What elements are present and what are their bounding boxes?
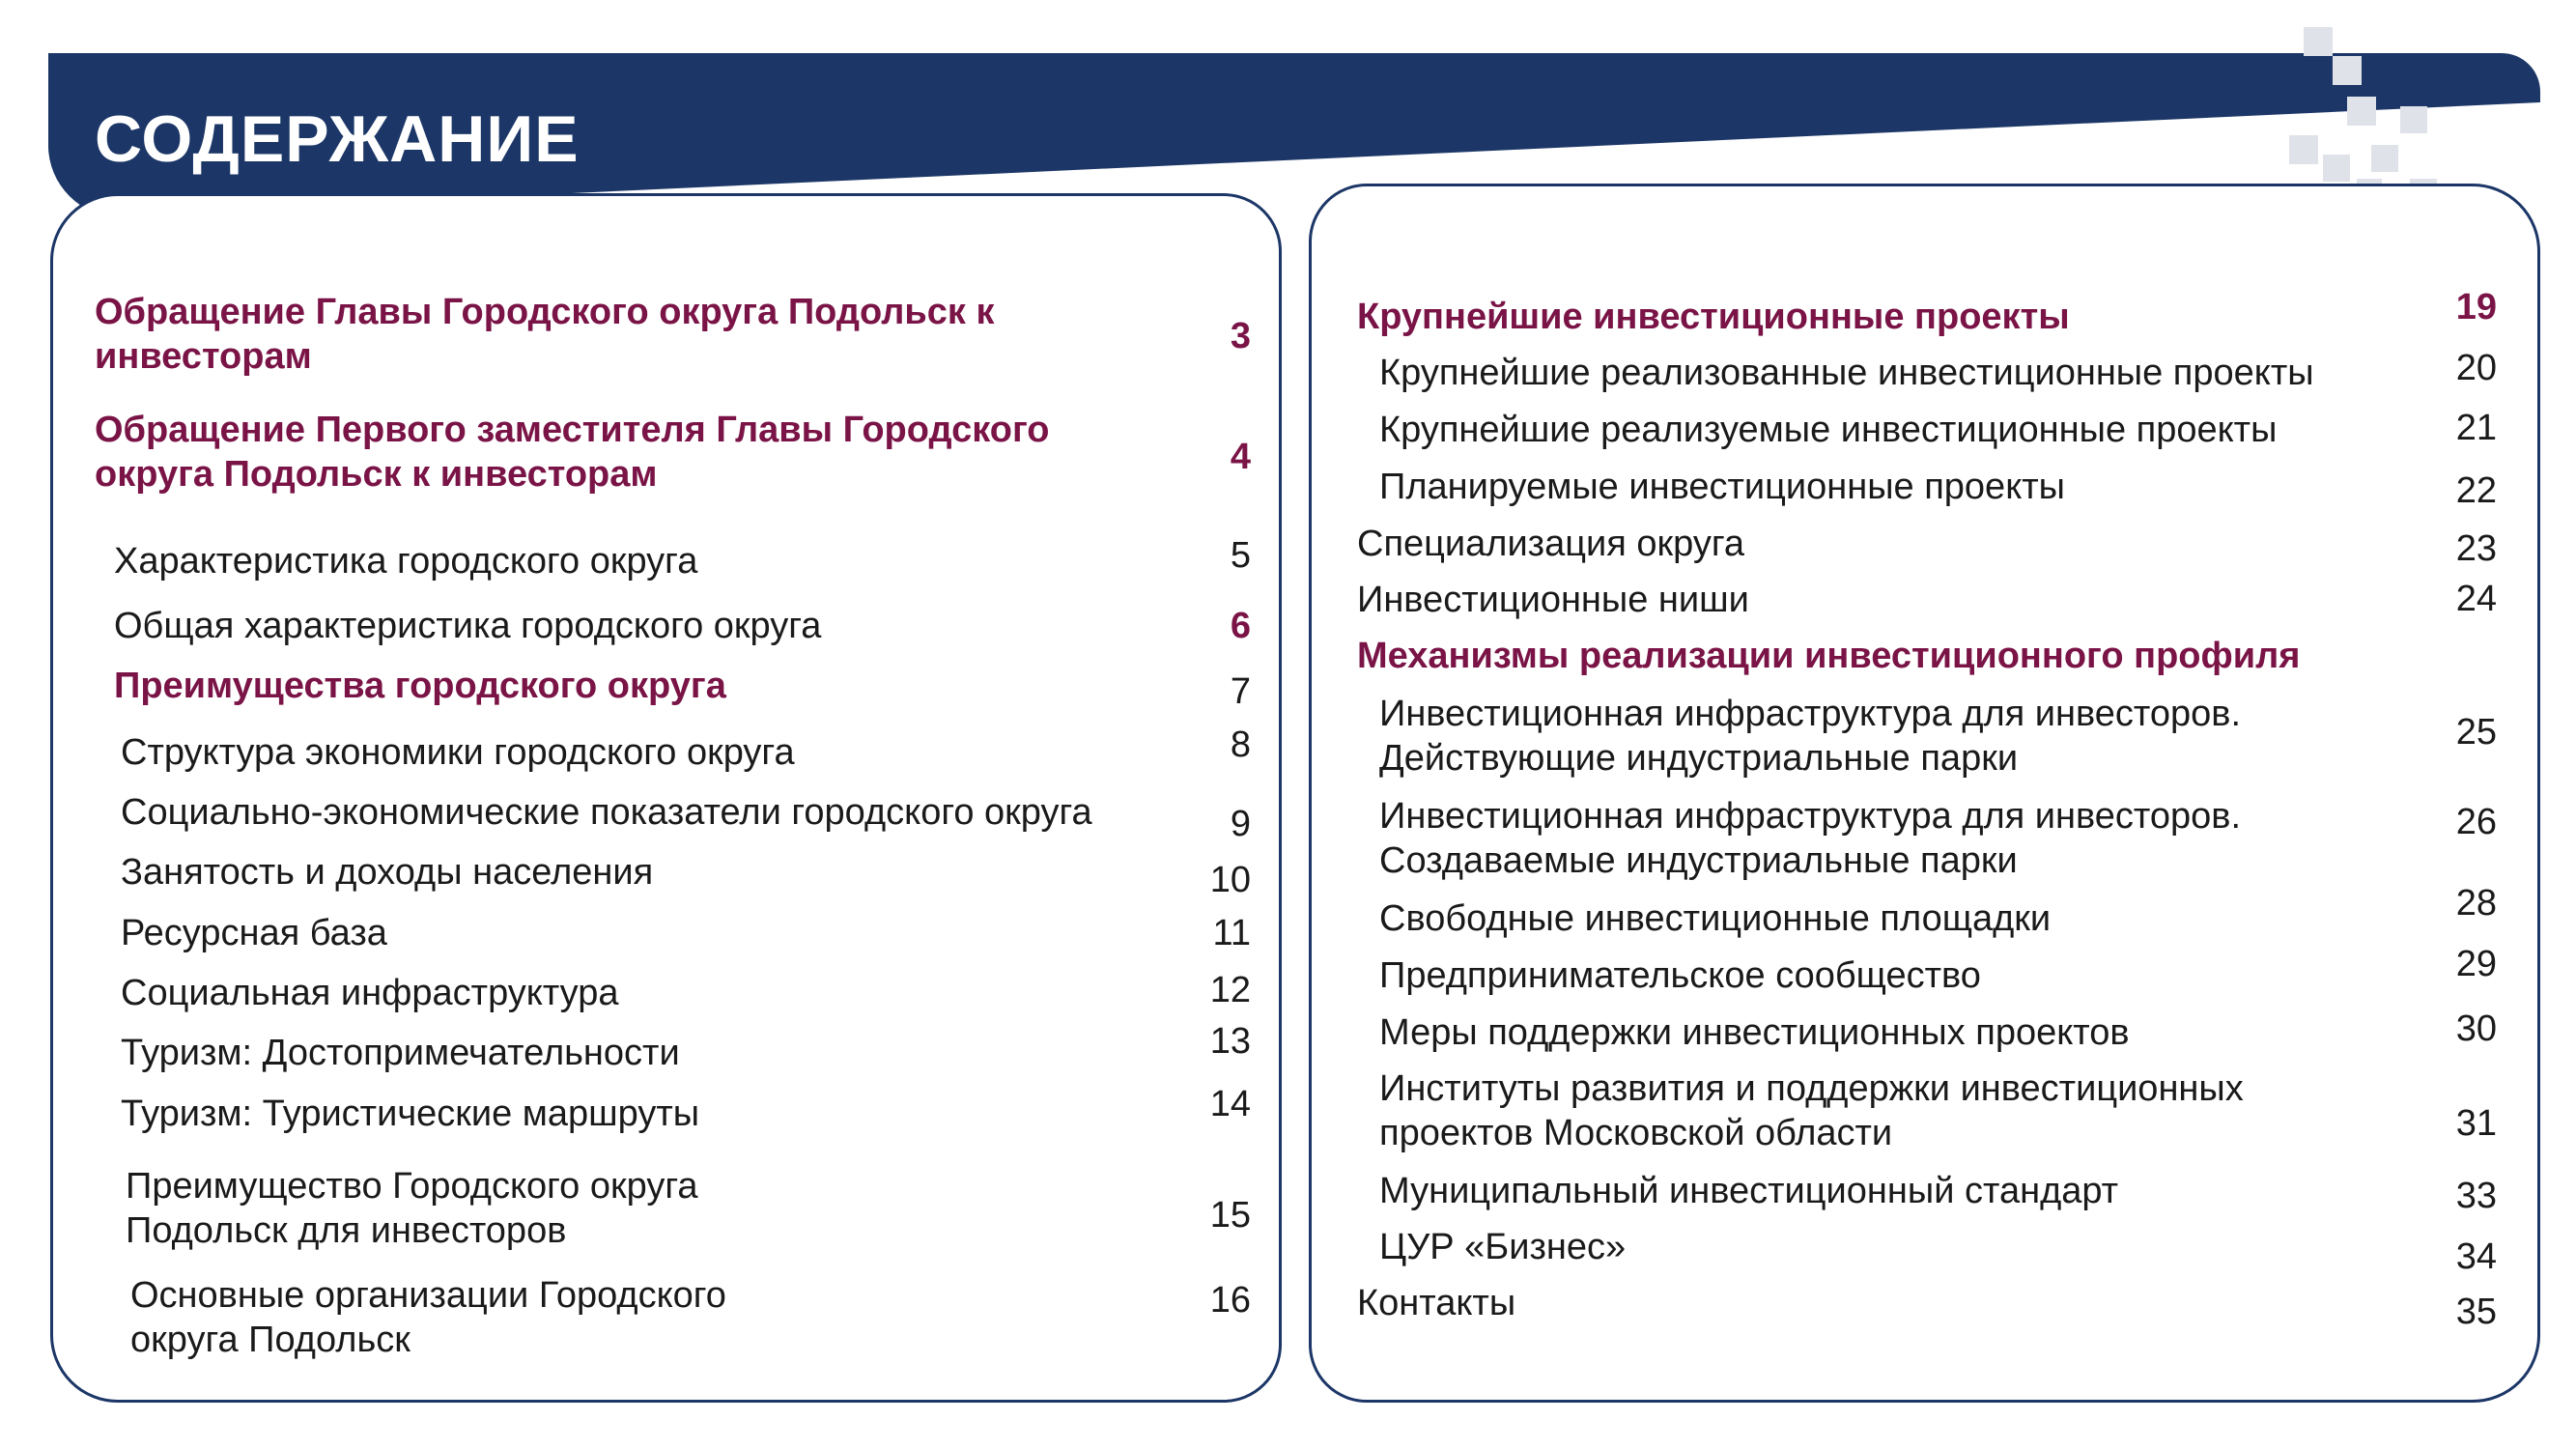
toc-page-number: 26 [2455,802,2497,842]
toc-page-number: 4 [1230,437,1251,477]
toc-entry[interactable]: Предпринимательское сообщество [1379,955,1981,996]
toc-entry[interactable]: Крупнейшие реализованные инвестиционные проекты [1379,353,2314,393]
toc-entry[interactable]: Социальная инфраструктура [121,973,619,1013]
toc-entry[interactable]: Обращение Первого заместителя Главы Городского округа Подольск к инвесторам [95,410,1050,495]
toc-page-number: 16 [1209,1280,1251,1321]
toc-page-number: 21 [2455,408,2497,448]
toc-page-number: 15 [1209,1195,1251,1236]
toc-entry[interactable]: Институты развития и поддержки инвестиционных проектов Московской области [1379,1068,2244,1153]
toc-entry[interactable]: Ресурсная база [121,913,387,953]
toc-page-number: 35 [2455,1292,2497,1332]
toc-entry[interactable]: ЦУР «Бизнес» [1379,1227,1627,1267]
toc-entry[interactable]: Характеристика городского округа [114,541,698,582]
toc-entry[interactable]: Муниципальный инвестиционный стандарт [1379,1171,2119,1211]
toc-entry[interactable]: Общая характеристика городского округа [114,606,822,646]
toc-page-number: 3 [1230,316,1251,356]
toc-page-number: 6 [1230,606,1251,646]
toc-entry[interactable]: Социально-экономические показатели городского округа [121,792,1092,833]
toc-entry[interactable]: Специализация округа [1357,524,1744,564]
toc-entry[interactable]: Инвестиционная инфраструктура для инвесторов. Действующие индустриальные парки [1379,694,2242,779]
toc-page-number: 29 [2455,944,2497,984]
toc-page-number: 5 [1230,535,1251,576]
toc-entry[interactable]: Инвестиционные ниши [1357,580,1749,620]
toc-entry[interactable]: Туризм: Туристические маршруты [121,1094,700,1134]
toc-page-number: 22 [2455,470,2497,511]
toc-page-number: 33 [2455,1176,2497,1216]
toc-entry[interactable]: Крупнейшие реализуемые инвестиционные проекты [1379,410,2278,450]
toc-entry[interactable]: Свободные инвестиционные площадки [1379,898,2052,939]
toc-entry[interactable]: Преимущество Городского округа Подольск для инвесторов [126,1166,698,1251]
toc-page-number: 25 [2455,712,2497,753]
toc-page-number: 28 [2455,883,2497,923]
toc-page-number: 34 [2455,1236,2497,1277]
toc-entry[interactable]: Механизмы реализации инвестиционного профиля [1357,636,2301,676]
toc-entry[interactable]: Контакты [1357,1283,1516,1323]
toc-entry[interactable]: Занятость и доходы населения [121,852,654,893]
toc-entry[interactable]: Туризм: Достопримечательности [121,1033,680,1073]
toc-page-number: 13 [1209,1021,1251,1062]
toc-page-number: 31 [2455,1103,2497,1144]
toc-entry[interactable]: Основные организации Городского округа Подольск [130,1275,726,1360]
toc-page-number: 14 [1209,1084,1251,1124]
toc-page-number: 24 [2455,579,2497,619]
toc-page-number: 20 [2455,348,2497,388]
toc-page-number: 11 [1212,913,1251,953]
toc-page-number: 10 [1209,860,1251,900]
toc-entry[interactable]: Крупнейшие инвестиционные проекты [1357,297,2070,337]
toc-page-number: 9 [1230,804,1251,844]
toc-entry[interactable]: Структура экономики городского округа [121,732,795,773]
toc-entry[interactable]: Инвестиционная инфраструктура для инвесторов. Создаваемые индустриальные парки [1379,796,2242,881]
toc-page-number: 23 [2455,528,2497,569]
toc-entry[interactable]: Планируемые инвестиционные проекты [1379,467,2065,507]
toc-entry[interactable]: Преимущества городского округа [114,666,726,706]
toc-entry[interactable]: Меры поддержки инвестиционных проектов [1379,1012,2130,1053]
toc-page-number: 7 [1230,671,1251,712]
toc-entry[interactable]: Обращение Главы Городского округа Подольск к инвесторам [95,292,995,377]
toc-page-number: 30 [2455,1009,2497,1049]
toc-page-number: 19 [2455,287,2497,327]
toc-page-number: 8 [1230,724,1251,765]
page-title: СОДЕРЖАНИЕ [95,102,580,176]
toc-page-number: 12 [1209,970,1251,1010]
